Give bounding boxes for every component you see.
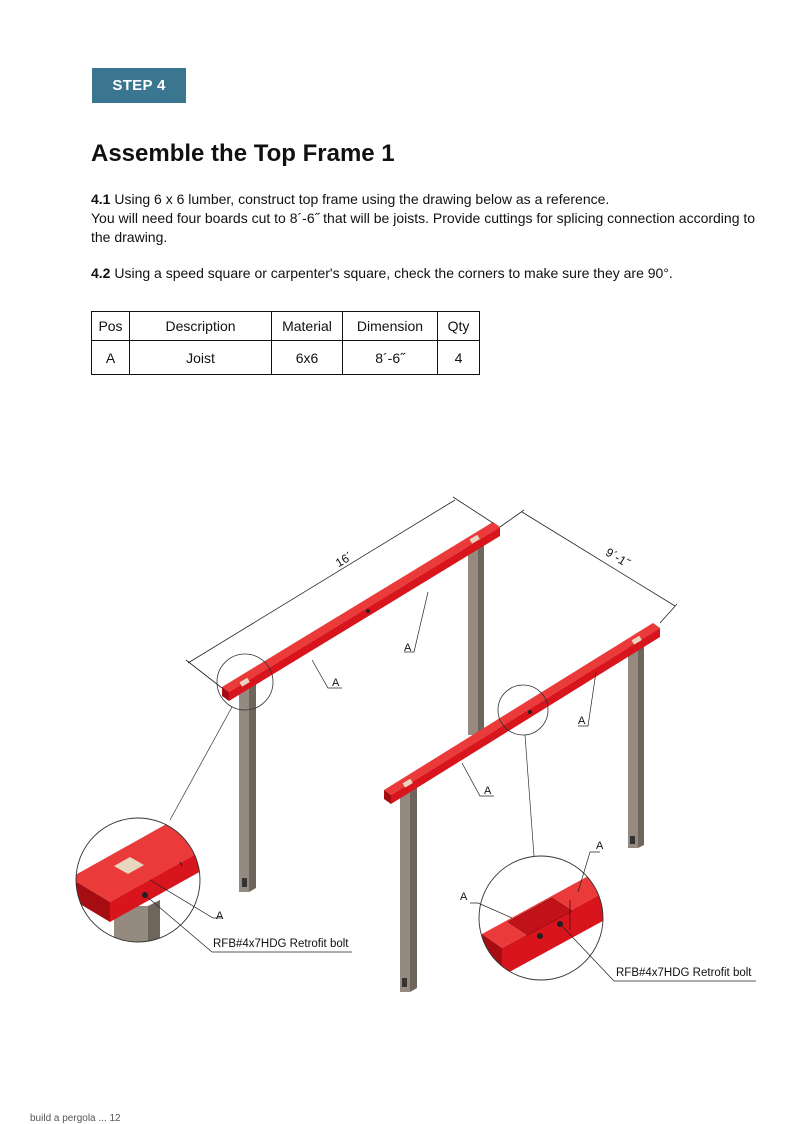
cell-dimension: 8´-6˝: [343, 341, 438, 375]
step-number: 4.2: [91, 265, 111, 281]
page-title: Assemble the Top Frame 1: [91, 140, 395, 167]
instruction-4-2: [91, 264, 763, 283]
post-back-left: [239, 684, 256, 892]
instruction-text: Using a speed square or carpenter's square, check the corners to make sure they are 90°.: [114, 265, 673, 281]
part-label-a: A: [578, 715, 586, 727]
bolt-label-right: RFB#4x7HDG Retrofit bolt: [616, 967, 752, 979]
col-header-description: Description: [130, 312, 272, 341]
dimension-line-length: [186, 497, 493, 688]
dimension-line-width: [500, 510, 677, 623]
col-header-qty: Qty: [438, 312, 480, 341]
page-footer: build a pergola ... 12: [30, 1113, 121, 1124]
part-label-a: A: [404, 642, 412, 654]
cell-pos: A: [92, 341, 130, 375]
col-header-dimension: Dimension: [343, 312, 438, 341]
cell-qty: 4: [438, 341, 480, 375]
cell-description: Joist: [130, 341, 272, 375]
dimension-width-label: 9´-1˝: [603, 545, 633, 571]
post-front-near: [400, 786, 417, 992]
step-number: 4.1: [91, 191, 111, 207]
parts-table: [91, 311, 480, 375]
bolt-label-left: RFB#4x7HDG Retrofit bolt: [213, 938, 349, 950]
table-header-row: [92, 312, 480, 341]
part-label-a: A: [216, 910, 224, 922]
detail-view-left: [70, 818, 352, 952]
col-header-material: Material: [272, 312, 343, 341]
splice-bolt-icon: [366, 609, 370, 613]
joist-beam-back: [222, 522, 500, 701]
detail-view-right: [470, 852, 756, 981]
table-row: [92, 341, 480, 375]
instruction-text: Using 6 x 6 lumber, construct top frame using the drawing below as a reference.: [114, 191, 610, 207]
assembly-drawing: [0, 480, 794, 1020]
part-label-a: A: [484, 785, 492, 797]
post-front-far: [628, 637, 644, 848]
instruction-4-1: [91, 190, 763, 247]
part-label-a: A: [460, 891, 468, 903]
part-label-a: A: [332, 677, 340, 689]
part-label-a: A: [596, 840, 604, 852]
cell-material: 6x6: [272, 341, 343, 375]
step-badge: STEP 4: [92, 68, 186, 103]
joist-beam-front: [384, 623, 660, 804]
instruction-text: You will need four boards cut to 8´-6˝ that will be joists. Provide cuttings for splicing connection according to the drawing.: [91, 210, 756, 245]
post-back-right: [468, 539, 484, 735]
col-header-pos: Pos: [92, 312, 130, 341]
dimension-length-label: 16´: [332, 549, 356, 571]
splice-bolt-icon: [528, 710, 532, 714]
